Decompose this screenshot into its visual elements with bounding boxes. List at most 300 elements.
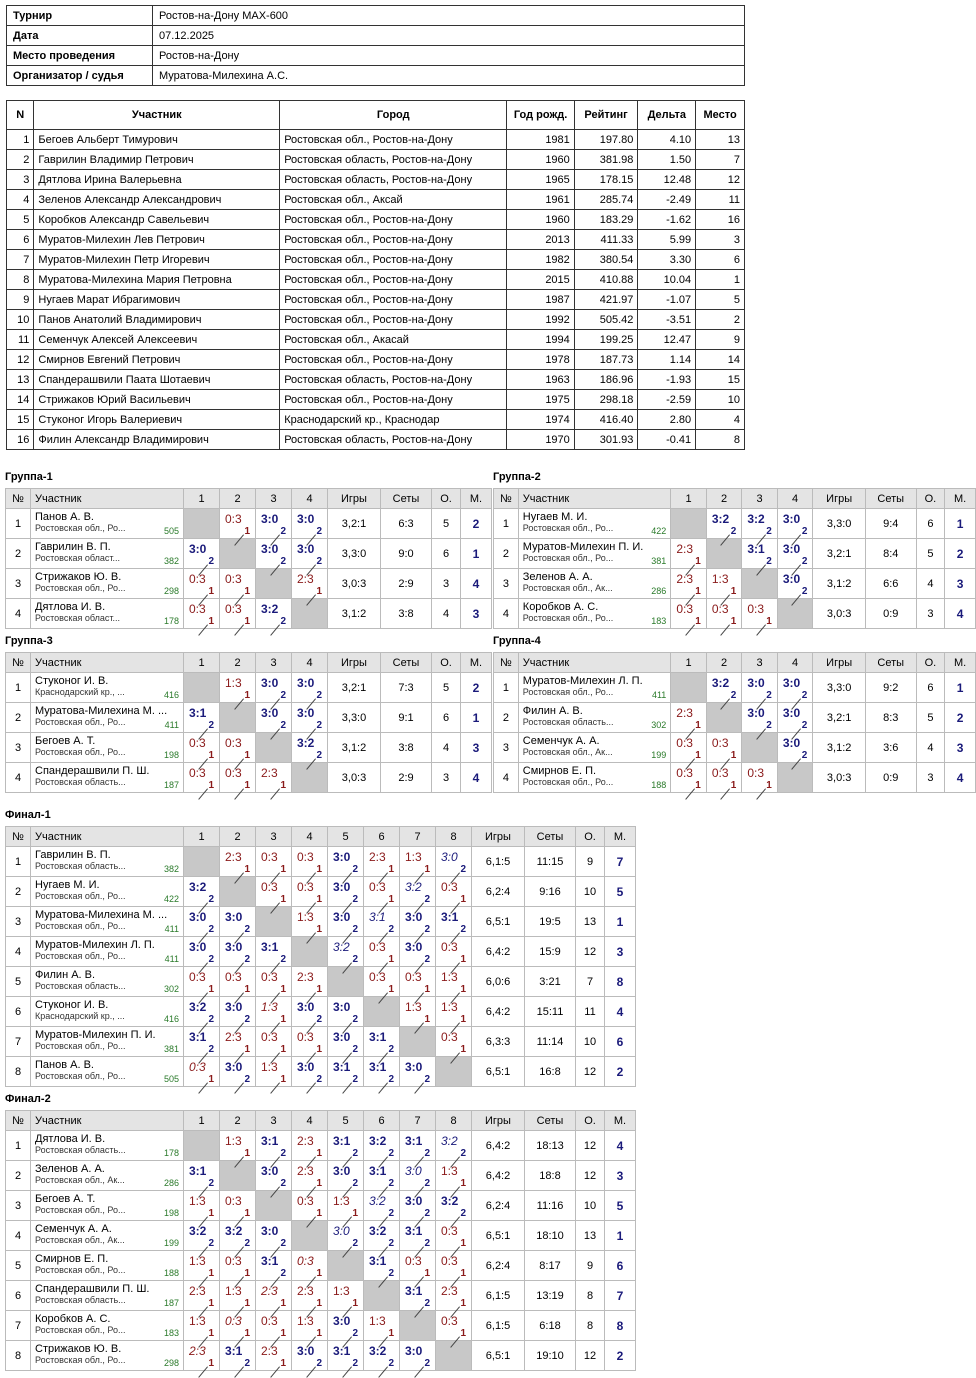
group-column-header: 2 (220, 489, 256, 509)
match-points: 2 (352, 954, 358, 965)
table-cell: Ростовская обл., Аксай (280, 190, 507, 210)
table-cell: 12 (696, 170, 745, 190)
match-score: 3:0 (297, 542, 315, 556)
table-cell: 10 (7, 310, 34, 330)
match-score: 0:3 (297, 1030, 314, 1044)
score-slash (270, 788, 280, 799)
match-points: 1 (316, 1044, 322, 1055)
table-cell: 14 (696, 350, 745, 370)
match-result (184, 733, 220, 763)
place-cell: 1 (461, 703, 492, 733)
diagonal-cell (706, 539, 742, 569)
player-name: Муратов-Милехин П. И. (35, 1029, 156, 1041)
match-score: 0:3 (441, 1254, 458, 1268)
table-row (7, 250, 745, 270)
player-name: Филин А. В. (522, 705, 583, 717)
match-result (292, 907, 328, 937)
table-cell: -3.51 (638, 310, 696, 330)
match-score: 3:0 (441, 850, 458, 864)
group-row (6, 1191, 636, 1221)
match-score: 3:0 (261, 512, 279, 526)
match-points: 2 (208, 556, 214, 567)
sets-cell: 19:5 (525, 907, 576, 937)
match-result (364, 967, 400, 997)
diagonal-cell (220, 703, 256, 733)
score-slash (685, 788, 695, 799)
place-cell: 1 (605, 907, 636, 937)
match-score: 0:3 (189, 1060, 206, 1074)
match-points: 1 (208, 1298, 214, 1309)
match-score: 3:0 (333, 850, 351, 864)
match-score: 2:3 (297, 970, 314, 984)
diagonal-cell (292, 1221, 328, 1251)
group-row (6, 673, 492, 703)
place-cell: 1 (945, 509, 976, 539)
diagonal-cell (184, 1131, 220, 1161)
place-cell: 4 (945, 763, 976, 793)
player-cell (518, 539, 671, 569)
player-name: Панов А. В. (35, 1059, 94, 1071)
games-cell: 6,5:1 (472, 1057, 525, 1087)
player-cell (518, 733, 671, 763)
points-cell: 13 (576, 1221, 605, 1251)
match-points: 1 (695, 750, 701, 761)
player-rating: 382 (163, 556, 179, 566)
match-score: 1:3 (333, 1194, 350, 1208)
match-result (742, 763, 778, 793)
match-points: 2 (766, 556, 772, 567)
sets-cell: 11:15 (525, 847, 576, 877)
row-number: 1 (6, 509, 31, 539)
match-score: 3:1 (189, 1164, 207, 1178)
row-number: 3 (6, 1191, 31, 1221)
table-cell: 381.98 (574, 150, 638, 170)
match-result (220, 1281, 256, 1311)
player-cell (31, 1057, 184, 1087)
match-points: 1 (280, 780, 286, 791)
games-cell: 6,4:2 (472, 997, 525, 1027)
row-number: 2 (6, 877, 31, 907)
match-points: 2 (316, 526, 322, 537)
table-row (7, 390, 745, 410)
table-cell: 298.18 (574, 390, 638, 410)
table-cell: -2.49 (638, 190, 696, 210)
player-city: Ростовская обл., Ро... (35, 747, 126, 757)
group-row (494, 599, 976, 629)
player-rating: 199 (651, 750, 667, 760)
place-cell: 7 (605, 847, 636, 877)
player-rating: 199 (163, 1238, 179, 1248)
sets-cell: 9:4 (865, 509, 916, 539)
match-score: 2:3 (297, 1284, 314, 1298)
place-cell: 2 (605, 1341, 636, 1371)
table-cell: 15 (696, 370, 745, 390)
group-title: Финал-2 (5, 1093, 51, 1105)
group-column-header: М. (605, 1111, 636, 1131)
table-cell: Коробков Александр Савельевич (34, 210, 280, 230)
games-cell: 6,0:6 (472, 967, 525, 997)
diagonal-cell (777, 763, 813, 793)
score-slash (270, 624, 280, 635)
match-result (220, 569, 256, 599)
place-cell: 4 (945, 599, 976, 629)
match-score: 2:3 (369, 850, 386, 864)
table-cell: -1.62 (638, 210, 696, 230)
match-score: 1:3 (441, 970, 458, 984)
group-column-header: Сеты (525, 827, 576, 847)
info-value: Ростов-на-Дону MAX-600 (153, 6, 745, 26)
match-points: 1 (388, 984, 394, 995)
info-row (7, 46, 745, 66)
match-points: 2 (388, 924, 394, 935)
match-result (364, 907, 400, 937)
group-row (6, 907, 636, 937)
match-score: 1:3 (261, 1000, 278, 1014)
table-cell: 285.74 (574, 190, 638, 210)
match-points: 1 (730, 586, 737, 597)
match-result (364, 1027, 400, 1057)
match-score: 0:3 (297, 880, 314, 894)
match-points: 2 (766, 526, 772, 537)
place-cell: 6 (605, 1251, 636, 1281)
match-result (292, 877, 328, 907)
match-points: 1 (280, 1358, 286, 1369)
table-cell: 12.47 (638, 330, 696, 350)
table-cell: 11 (696, 190, 745, 210)
player-rating: 188 (651, 780, 667, 790)
match-result (292, 997, 328, 1027)
match-points: 1 (280, 1014, 286, 1025)
match-points: 2 (388, 1148, 394, 1159)
match-points: 1 (208, 616, 214, 627)
place-cell: 6 (605, 1027, 636, 1057)
player-rating: 381 (651, 556, 667, 566)
match-score: 0:3 (441, 1224, 458, 1238)
match-score: 3:0 (297, 512, 315, 526)
match-result (671, 539, 707, 569)
sets-cell: 9:0 (381, 539, 432, 569)
match-points: 1 (388, 894, 394, 905)
games-cell: 3,3:0 (813, 673, 866, 703)
points-cell: 12 (576, 1161, 605, 1191)
player-rating: 411 (651, 690, 667, 700)
sets-cell: 6:3 (381, 509, 432, 539)
match-score: 3:1 (261, 940, 279, 954)
player-name: Муратова-Милехина М. ... (35, 909, 168, 921)
table-cell: 1981 (507, 130, 574, 150)
table-cell: 186.96 (574, 370, 638, 390)
match-result (777, 539, 813, 569)
match-result (777, 509, 813, 539)
games-cell: 6,4:2 (472, 1131, 525, 1161)
match-points: 2 (208, 720, 214, 731)
group-row (6, 1221, 636, 1251)
player-rating: 198 (163, 1208, 179, 1218)
player-cell (31, 1161, 184, 1191)
group-column-header: М. (461, 653, 492, 673)
match-score: 3:0 (333, 1030, 351, 1044)
player-cell (518, 509, 671, 539)
group-row (494, 509, 976, 539)
match-points: 1 (280, 864, 286, 875)
player-rating: 422 (163, 894, 179, 904)
table-cell: 1963 (507, 370, 574, 390)
match-points: 2 (280, 1178, 286, 1189)
match-points: 2 (280, 1148, 286, 1159)
match-points: 1 (244, 1044, 250, 1055)
table-cell: 1961 (507, 190, 574, 210)
diagonal-cell (671, 673, 707, 703)
match-score: 3:0 (333, 1314, 351, 1328)
match-result (292, 1161, 328, 1191)
group-column-header: 3 (256, 653, 292, 673)
match-points: 1 (280, 984, 286, 995)
match-result (256, 967, 292, 997)
player-city: Ростовская область... (522, 717, 614, 727)
match-score: 2:3 (297, 1134, 314, 1148)
match-score: 0:3 (369, 880, 386, 894)
table-cell: 7 (7, 250, 34, 270)
match-score: 1:3 (405, 850, 422, 864)
sets-cell: 3:8 (381, 733, 432, 763)
match-result (184, 997, 220, 1027)
info-label: Дата (7, 26, 153, 46)
match-result (777, 703, 813, 733)
games-cell: 3,1:2 (328, 733, 381, 763)
table-cell: 1992 (507, 310, 574, 330)
player-rating: 183 (163, 1328, 179, 1338)
sets-cell: 2:9 (381, 569, 432, 599)
place-cell: 2 (461, 509, 492, 539)
table-cell: Ростовская обл., Ростов-на-Дону (280, 270, 507, 290)
table-cell: 6 (696, 250, 745, 270)
match-points: 1 (244, 864, 250, 875)
match-points: 2 (280, 1238, 286, 1249)
sets-cell: 3:21 (525, 967, 576, 997)
group-column-header: 1 (184, 653, 220, 673)
match-result (400, 967, 436, 997)
player-city: Ростовская обл., Ро... (35, 1041, 126, 1051)
match-score: 2:3 (441, 1284, 458, 1298)
player-cell (31, 877, 184, 907)
match-result (256, 847, 292, 877)
table-cell: Бегоев Альберт Тимурович (34, 130, 280, 150)
match-result (184, 937, 220, 967)
match-result (436, 1161, 472, 1191)
match-result (256, 1027, 292, 1057)
match-result (328, 847, 364, 877)
table-cell: Нугаев Марат Ибрагимович (34, 290, 280, 310)
match-result (328, 1311, 364, 1341)
match-result (292, 1311, 328, 1341)
points-cell: 5 (916, 703, 945, 733)
player-city: Ростовская область... (35, 981, 126, 991)
match-points: 1 (695, 586, 701, 597)
match-points: 2 (424, 1358, 430, 1369)
match-result (220, 1191, 256, 1221)
group-header-row (6, 827, 636, 847)
score-slash (378, 1082, 388, 1093)
group-column-header: 6 (364, 827, 400, 847)
match-points: 2 (801, 586, 808, 597)
match-result (184, 907, 220, 937)
match-points: 2 (208, 894, 214, 905)
match-result (400, 1221, 436, 1251)
match-result (292, 1057, 328, 1087)
match-score: 1:3 (711, 572, 729, 586)
diagonal-cell (184, 509, 220, 539)
match-points: 2 (244, 954, 250, 965)
player-name: Дятлова И. В. (35, 601, 106, 613)
player-cell (31, 997, 184, 1027)
match-score: 0:3 (225, 1314, 242, 1328)
column-header: Год рожд. (507, 101, 574, 130)
match-score: 3:2 (333, 940, 350, 954)
match-score: 3:2 (369, 1344, 387, 1358)
match-score: 3:1 (333, 1060, 351, 1074)
table-cell: 187.73 (574, 350, 638, 370)
group-column-header: Участник (518, 489, 671, 509)
player-city: Краснодарский кр., ... (35, 687, 125, 697)
row-number: 1 (6, 673, 31, 703)
player-city: Ростовская обл., Ро... (35, 1355, 126, 1365)
match-points: 1 (695, 556, 701, 567)
player-rating: 302 (651, 720, 667, 730)
group-column-header: Игры (472, 1111, 525, 1131)
diagonal-cell (364, 997, 400, 1027)
group-column-header: 2 (220, 1111, 256, 1131)
match-score: 3:1 (261, 1134, 279, 1148)
place-cell: 5 (605, 877, 636, 907)
player-city: Ростовская обл., Ро... (35, 1325, 126, 1335)
match-score: 0:3 (676, 602, 693, 616)
player-rating: 298 (163, 1358, 179, 1368)
match-score: 1:3 (297, 1314, 314, 1328)
games-cell: 6,4:2 (472, 937, 525, 967)
match-score: 2:3 (261, 766, 278, 780)
group-column-header: Сеты (381, 653, 432, 673)
player-city: Ростовская обл., Ро... (522, 613, 614, 623)
points-cell: 7 (576, 967, 605, 997)
row-number: 2 (6, 703, 31, 733)
diagonal-cell (671, 509, 707, 539)
sets-cell: 18:13 (525, 1131, 576, 1161)
match-result (220, 847, 256, 877)
match-points: 1 (695, 780, 701, 791)
match-result (328, 877, 364, 907)
diagonal-cell (364, 1281, 400, 1311)
table-cell: 12 (7, 350, 34, 370)
info-row (7, 26, 745, 46)
match-points: 2 (352, 1014, 358, 1025)
match-result (184, 539, 220, 569)
match-points: 1 (460, 1268, 466, 1279)
group-column-header: Сеты (865, 653, 916, 673)
match-score: 3:0 (782, 706, 801, 720)
row-number: 4 (494, 763, 519, 793)
table-cell: Филин Александр Владимирович (34, 430, 280, 450)
match-result (706, 763, 742, 793)
points-cell: 4 (916, 569, 945, 599)
points-cell: 6 (432, 539, 461, 569)
player-cell (31, 599, 184, 629)
sets-cell: 6:18 (525, 1311, 576, 1341)
place-cell: 4 (605, 997, 636, 1027)
match-points: 1 (280, 1074, 286, 1085)
group-column-header: О. (432, 489, 461, 509)
match-result (256, 703, 292, 733)
match-points: 2 (352, 1358, 358, 1369)
match-score: 0:3 (441, 1030, 458, 1044)
score-slash (270, 1366, 280, 1377)
match-points: 1 (244, 526, 250, 537)
table-cell: 1975 (507, 390, 574, 410)
row-number: 3 (494, 569, 519, 599)
row-number: 8 (6, 1341, 31, 1371)
table-row (7, 330, 745, 350)
player-rating: 422 (651, 526, 667, 536)
match-points: 1 (388, 954, 394, 965)
sets-cell: 3:6 (865, 733, 916, 763)
sets-cell: 9:16 (525, 877, 576, 907)
group-row (6, 1027, 636, 1057)
match-result (742, 509, 778, 539)
player-name: Гаврилин В. П. (35, 541, 111, 553)
match-points: 2 (352, 864, 358, 875)
sets-cell: 18:8 (525, 1161, 576, 1191)
match-points: 1 (460, 954, 466, 965)
table-cell: 8 (696, 430, 745, 450)
group-title: Финал-1 (5, 809, 51, 821)
player-cell (31, 733, 184, 763)
points-cell: 4 (916, 733, 945, 763)
score-slash (756, 624, 766, 635)
score-slash (685, 624, 695, 635)
match-score: 3:2 (369, 1224, 387, 1238)
match-points: 1 (316, 1148, 322, 1159)
table-cell: -1.07 (638, 290, 696, 310)
match-result (777, 569, 813, 599)
match-score: 2:3 (297, 1164, 314, 1178)
points-cell: 6 (432, 703, 461, 733)
player-city: Ростовская область... (35, 861, 126, 871)
table-row (7, 350, 745, 370)
row-number: 3 (494, 733, 519, 763)
points-cell: 3 (916, 599, 945, 629)
player-city: Ростовская область... (35, 1145, 126, 1155)
player-name: Нугаев М. И. (522, 511, 588, 523)
games-cell: 6,5:1 (472, 907, 525, 937)
match-result (184, 1221, 220, 1251)
match-score: 3:2 (225, 1224, 243, 1238)
sets-cell: 8:17 (525, 1251, 576, 1281)
place-cell: 2 (945, 703, 976, 733)
group-column-header: М. (605, 827, 636, 847)
match-points: 2 (280, 720, 286, 731)
match-score: 3:0 (405, 1060, 423, 1074)
player-name: Коробков А. С. (35, 1313, 111, 1325)
place-cell: 2 (945, 539, 976, 569)
games-cell: 6,1:5 (472, 1311, 525, 1341)
match-points: 1 (316, 864, 322, 875)
sets-cell: 7:3 (381, 673, 432, 703)
score-slash (342, 1366, 352, 1377)
points-cell: 4 (432, 733, 461, 763)
match-result (364, 1191, 400, 1221)
group-column-header: 4 (292, 827, 328, 847)
table-cell: -2.59 (638, 390, 696, 410)
table-row (7, 150, 745, 170)
